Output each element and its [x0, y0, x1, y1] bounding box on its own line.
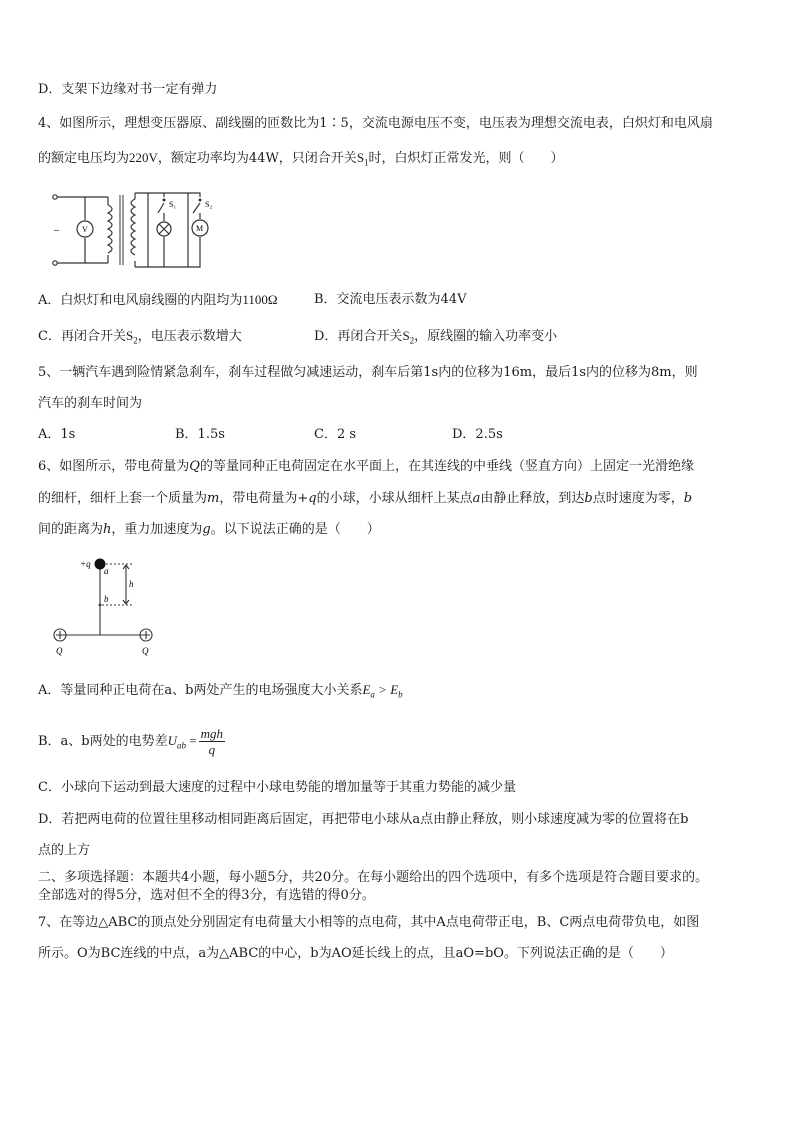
q3-option-d: D．支架下边缘对书一定有弹力 [38, 82, 218, 97]
q6-stem-line3: 间的距离为h，重力加速度为g。以下说法正确的是（ ） [38, 522, 380, 537]
q6-option-a: A．等量同种正电荷在a、b两处产生的电场强度大小关系$E_a > E_b$ [38, 682, 403, 700]
q4-secondary-loads [40, 183, 215, 273]
q6-stem-line2: 的细杆，细杆上套一个质量为m，带电荷量为+q的小球，小球从细杆上某点a由静止释放，到达b点时速度为零，b [38, 491, 693, 506]
q4-stem-text-a: 的额定电压均为 [38, 151, 130, 166]
label-voltmeter: V [82, 225, 88, 234]
label-minus: – [54, 225, 59, 236]
q4-stem-text-b: ，额定功率均为44W，只闭合开关 [157, 151, 357, 166]
q4-stem-line1: 4、如图所示，理想变压器原、副线圈的匝数比为1∶5，交流电源电压不变，电压表为理想交流电表，白炽灯和电风扇 [38, 116, 713, 131]
q4-option-d: D．再闭合开关$S_2$，原线圈的输入功率变小 [314, 328, 558, 346]
q6-option-d-line2: 点的上方 [38, 843, 91, 858]
q6-option-b: B．a、b两处的电势差$U_{ab}$ = $\frac{\text{mgh}}{q}$ [38, 726, 224, 757]
q4-switch-s1: $S_1$ [356, 150, 369, 168]
q5-option-a: A．1s [38, 427, 76, 442]
q6-stem-line1: 6、如图所示，带电荷量为Q的等量同种正电荷固定在水平面上，在其连线的中垂线（竖直方向）上固定一光滑绝缘 [38, 459, 694, 474]
q7-stem-line1: 7、在等边△ABC的顶点处分别固定有电荷量大小相等的点电荷，其中A点电荷带正电，B、C两点电荷带负电，如图 [38, 915, 700, 930]
label-motor: M [196, 224, 204, 233]
fraction-mgh-over-q: $\frac{\text{mgh}}{q}$ [200, 726, 224, 757]
switch-s1-icon [158, 203, 164, 213]
q4-rated-voltage: 220V [129, 150, 158, 165]
q6-charges-rod-figure [40, 556, 170, 661]
section2-heading-line1: 二、多项选择题：本题共4小题，每小题5分，共20分。在每小题给出的四个选项中，有多个选项是符合题目要求的。 [38, 870, 709, 885]
q6-option-d-line1: D．若把两电荷的位置往里移动相同距离后固定，再把带电小球从a点由静止释放，则小球速度减为零的位置将在b [38, 812, 689, 827]
switch-s2-icon [193, 203, 200, 213]
label-s2: S₂ [205, 200, 213, 209]
q4-option-c: C．再闭合开关$S_2$，电压表示数增大 [38, 328, 242, 346]
q5-option-c: C．2 s [314, 427, 357, 442]
q4-stem-line2 [38, 149, 564, 172]
q4-option-b: B．交流电压表示数为44V [314, 292, 467, 307]
q5-stem-line1: 5、一辆汽车遇到险情紧急刹车，刹车过程做匀减速运动，刹车后第1s内的位移为16m，最后1s内的位移为8m，则 [38, 365, 698, 380]
label-q-left: Q [56, 646, 63, 656]
q7-stem-line2: 所示。O为BC连线的中点，a为△ABC的中心，b为AO延长线上的点，且aO=bO。下列说法正确的是（ ） [38, 946, 673, 961]
q5-stem-line2: 汽车的刹车时间为 [38, 396, 143, 411]
label-s1: S₁ [169, 200, 177, 209]
q5-option-d: D．2.5s [452, 427, 503, 442]
label-h: h [129, 579, 134, 589]
q4-stem-text-c: 时，白炽灯正常发光，则（ ） [368, 151, 564, 166]
q6-option-c: C．小球向下运动到最大速度的过程中小球电势能的增加量等于其重力势能的减少量 [38, 780, 516, 795]
section2-heading-line2: 全部选对的得5分，选对但不全的得3分，有选错的得0分。 [38, 888, 375, 903]
label-b: b [104, 594, 109, 604]
label-q-right: Q [142, 646, 149, 656]
label-a: a [104, 566, 109, 576]
label-plus-q: +q [80, 559, 91, 569]
q5-option-b: B．1.5s [175, 427, 225, 442]
q4-option-a: A．白炽灯和电风扇线圈的内阻均为1100Ω [38, 292, 278, 308]
